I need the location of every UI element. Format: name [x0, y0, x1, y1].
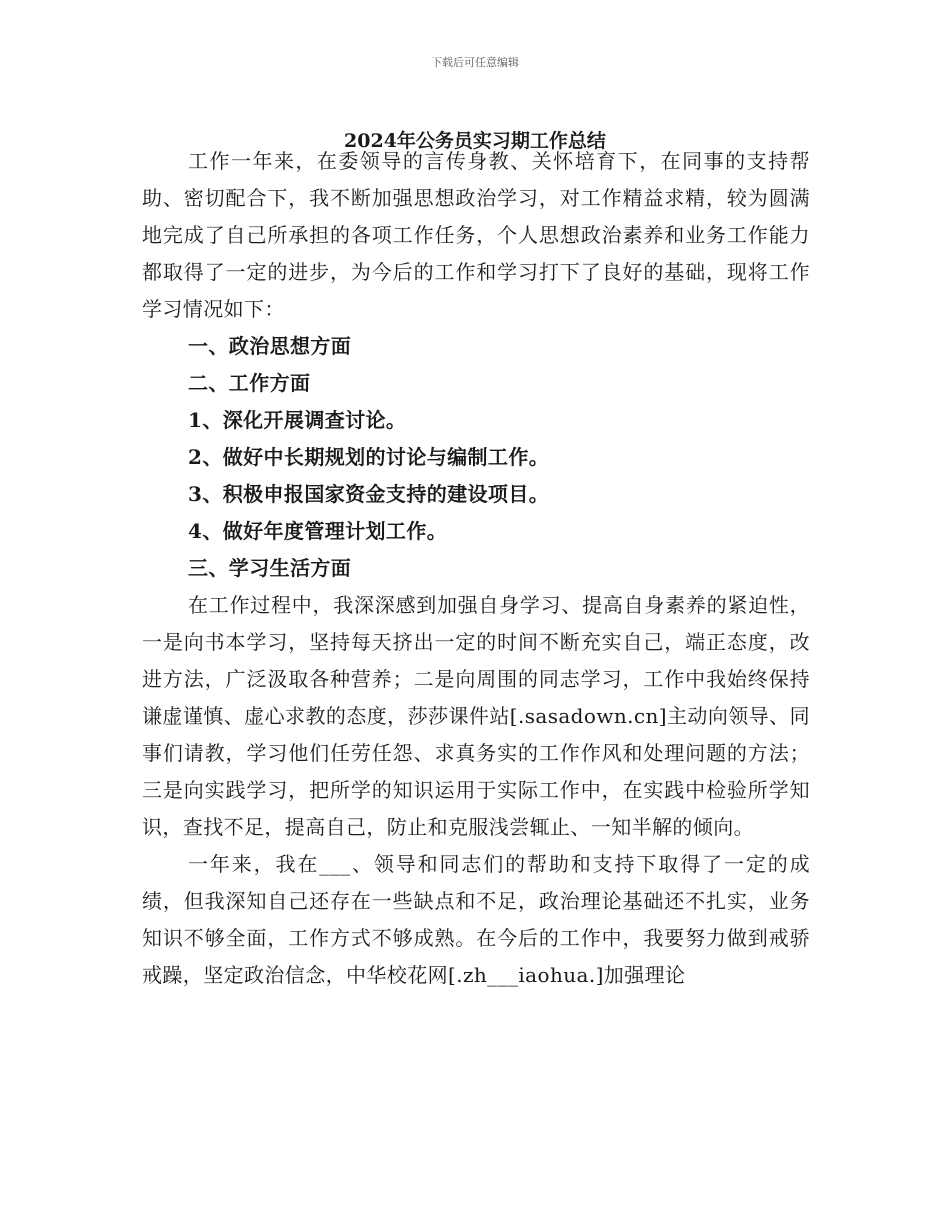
intro-paragraph: 工作一年来，在委领导的言传身教、关怀培育下，在同事的支持帮助、密切配合下，我不断加强思想政治学习，对工作精益求精，较为圆满地完成了自己所承担的各项工作任务，个人思想政治素养和业务工作能力都取得了一定的进步，为今后的工作和学习打下了良好的基础，现将工作学习情况如下：: [142, 149, 810, 321]
heading-work: 二、工作方面: [188, 371, 311, 395]
heading-political: 一、政治思想方面: [188, 334, 352, 358]
heading-work-item-2: 2、做好中长期规划的讨论与编制工作。: [188, 445, 550, 469]
study-paragraph: 在工作过程中，我深深感到加强自身学习、提高自身素养的紧迫性，一是向书本学习，坚持每天挤出一定的时间不断充实自己，端正态度，改进方法，广泛汲取各种营养；二是向周围的同志学习，工作中我始终保持谦虚谨慎、虚心求教的态度，莎莎课件站[.sasadown.cn]主动向领导、同事们请教，学习他们任劳任怨、求真务实的工作作风和处理问题的方法；三是向实践学习，把所学的知识运用于实际工作中，在实践中检验所学知识，查找不足，提高自己，防止和克服浅尝辄止、一知半解的倾向。: [142, 593, 810, 839]
header-note: 下载后可任意编辑: [431, 56, 519, 69]
document-body: [142, 143, 810, 994]
heading-work-item-4: 4、做好年度管理计划工作。: [188, 519, 448, 543]
document-title: 2024年公务员实习期工作总结: [344, 130, 606, 152]
heading-work-item-1: 1、深化开展调查讨论。: [188, 408, 407, 432]
heading-study-life: 三、学习生活方面: [188, 556, 352, 580]
closing-paragraph: 一年来，我在___、领导和同志们的帮助和支持下取得了一定的成绩，但我深知自己还存在一些缺点和不足，政治理论基础还不扎实，业务知识不够全面，工作方式不够成熟。在今后的工作中，我要努力做到戒骄戒躁，坚定政治信念，中华校花网[.zh___iaohua.]加强理论: [142, 852, 810, 987]
heading-work-item-3: 3、积极申报国家资金支持的建设项目。: [188, 482, 550, 506]
